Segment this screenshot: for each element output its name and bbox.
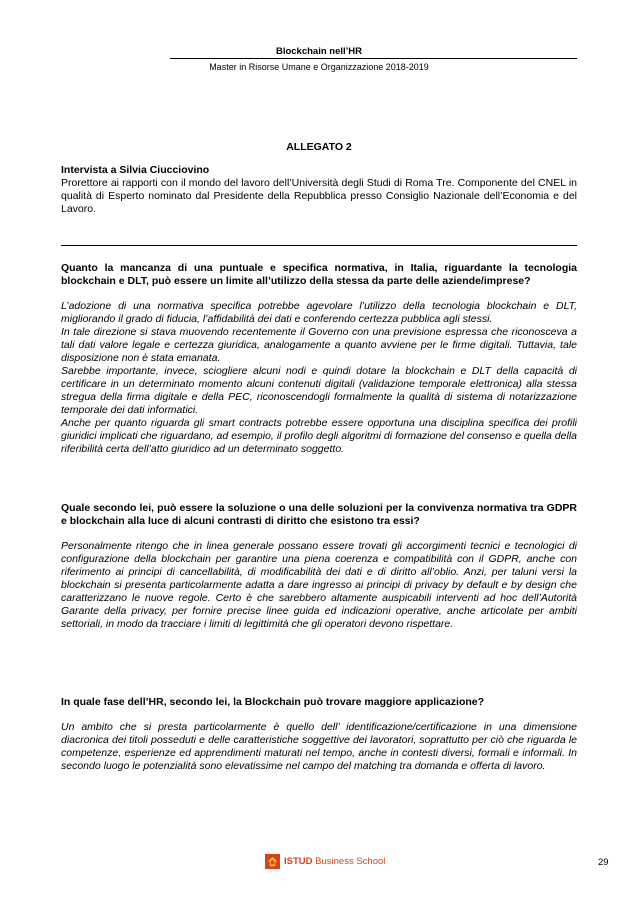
istud-logo-icon xyxy=(265,854,280,869)
running-header-subtitle: Master in Risorse Umane e Organizzazione 2018-2019 xyxy=(209,62,429,72)
answer-1-p2: In tale direzione si stava muovendo recentemente il Governo con una previsione espressa che riconosceva a tali dati valore legale e certezza giuridica, analogamente a quanto avviene per le firme digitali. Tuttavia, tale disposizione non è stata emanata. xyxy=(61,326,577,364)
interviewee-bio: Prorettore ai rapporti con il mondo del lavoro dell’Università degli Studi di Roma Tre. Componente del CNEL in qualità di Esperto nominato dal Presidente della Repubblica presso Consiglio Nazionale dell’Economia e del Lavoro. xyxy=(61,177,577,215)
logo-wordmark: ISTUD Business School xyxy=(284,855,386,867)
qa-block-3 xyxy=(61,696,577,773)
appendix-title: ALLEGATO 2 xyxy=(286,141,352,153)
qa-block-2 xyxy=(61,502,577,631)
question-2: Quale secondo lei, può essere la soluzione o una delle soluzioni per la convivenza normativa tra GDPR e blockchain alla luce di alcuni contrasti di diritto che esistono tra essi? xyxy=(61,502,577,527)
page-number: 29 xyxy=(598,857,609,868)
answer-1-p3: Sarebbe importante, invece, sciogliere alcuni nodi e quindi dotare la blockchain e DLT della capacità di certificare in un determinato momento alcuni contenuti digitali (validazione temporale elettronica) alla stessa stregua della firma digitale e della PEC, riconoscendogli formalmente la qualità di sistema di notarizzazione temporale dei dati informatici. xyxy=(61,365,577,416)
header-divider xyxy=(170,58,577,59)
interviewee-name: Intervista a Silvia Ciucciovino xyxy=(61,164,210,176)
answer-3: Un ambito che si presta particolarmente è quello dell’ identificazione/certificazione in una dimensione diacronica dei titoli posseduti e delle caratteristiche soggettive dei lavoratori, soprattutto per ciò che riguarda le competenze, esperienze ed apprendimenti maturati nel tempo, anche in contesti diversi, formali e informali. In secondo luogo le potenzialità sono elevatissime nel campo del matching tra domanda e offerta di lavoro. xyxy=(61,721,577,772)
answer-2: Personalmente ritengo che in linea generale possano essere trovati gli accorgimenti tecnici e tecnologici di configurazione della blockchain per garantire una piena coerenza e compatibilità con il GDPR, anche con riferimento ai principi di cancellabilità, di modificabilità dei dati e di diritto all’oblio. Anzi, per taluni versi la blockchain si presenta particolarmente adatta a dare ingresso ai principi di privacy by default e by design che caratterizzano le nuove regole. Certo è che sarebbero altamente auspicabili interventi ad hoc dell’Autorità Garante della privacy, per fornire precise linee guida ed indicazioni operative, anche articolate per ambiti settoriali, in modo da tracciare i limiti di legittimità che gli operatori devono rispettare. xyxy=(61,540,577,630)
running-header-title: Blockchain nell’HR xyxy=(275,46,363,57)
question-1: Quanto la mancanza di una puntuale e specifica normativa, in Italia, riguardante la tecnologia blockchain e DLT, può essere un limite all’utilizzo della stessa da parte delle aziende/imprese? xyxy=(61,262,577,287)
answer-1-p1: L’adozione di una normativa specifica potrebbe agevolare l’utilizzo della tecnologia blockchain e DLT, migliorando il grado di fiducia, l’affidabilità dei dati e conferendo certezza pubblica agli stessi. xyxy=(61,300,577,325)
question-3: In quale fase dell’HR, secondo lei, la Blockchain può trovare maggiore applicazione? xyxy=(61,696,485,708)
answer-1-p4: Anche per quanto riguarda gli smart contracts potrebbe essere opportuna una disciplina specifica dei profili giuridici implicati che riguardano, ad esempio, il profilo degli algoritmi di formazione del consenso e quella della riferibilità certa dell’atto giuridico ad un determinato soggetto. xyxy=(61,417,577,455)
istud-logo xyxy=(265,853,385,869)
qa-block-1 xyxy=(61,262,577,456)
section-divider xyxy=(61,245,577,246)
interview-intro xyxy=(61,164,577,216)
